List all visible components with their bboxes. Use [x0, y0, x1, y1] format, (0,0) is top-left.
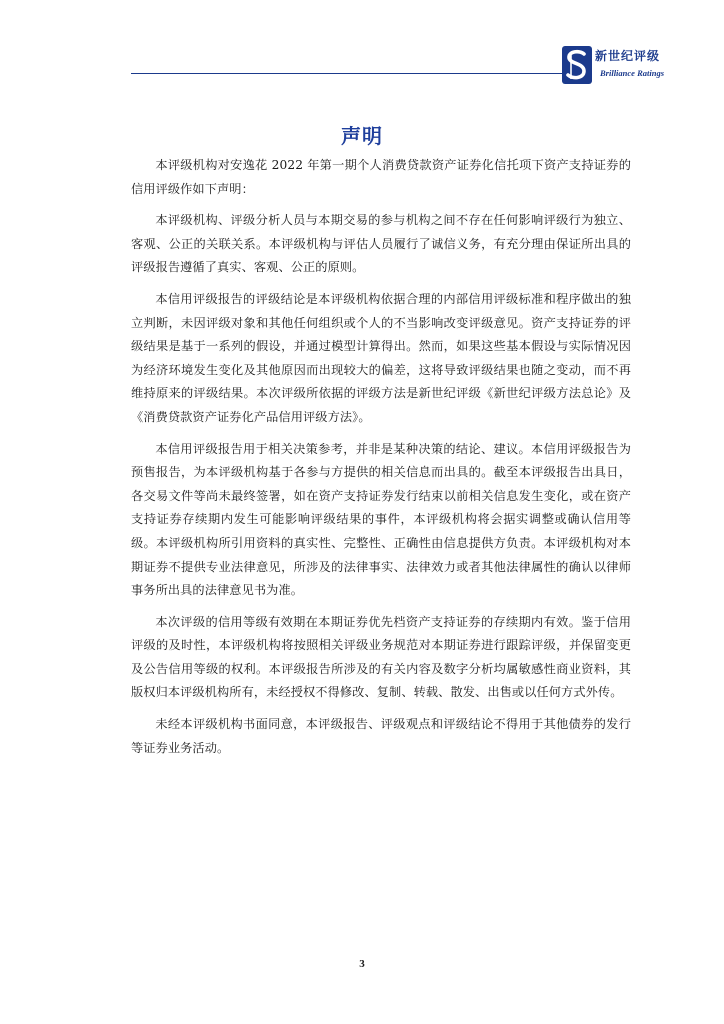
- paragraph: 本信用评级报告的评级结论是本评级机构依据合理的内部信用评级标准和程序做出的独立判断，未因评级对象和其他任何组织或个人的不当影响改变评级意见。资产支持证券的评级结果是基于一系列的假设，并通过模型计算得出。然而，如果这些基本假设与实际情况因为经济环境发生变化及其他原因而出现较大的偏差，这将导致评级结果也随之变动，而不再维持原来的评级结果。本次评级所依据的评级方法是新世纪评级《新世纪评级方法总论》及《消费贷款资产证券化产品信用评级方法》。: [131, 291, 631, 424]
- logo-english-name: Brilliance Ratings: [600, 68, 664, 78]
- header-rule: [131, 73, 563, 74]
- paragraph: 本次评级的信用等级有效期在本期证券优先档资产支持证券的存续期内有效。鉴于信用评级的及时性，本评级机构将按照相关评级业务规范对本期证券进行跟踪评级，并保留变更及公告信用等级的权利。本评级报告所涉及的有关内容及数字分析均属敏感性商业资料，其版权归本评级机构所有，未经授权不得修改、复制、转载、散发、出售或以任何方式外传。: [131, 614, 631, 700]
- statement-body: [131, 154, 631, 768]
- paragraph: 本信用评级报告用于相关决策参考，并非是某种决策的结论、建议。本信用评级报告为预售报告，为本评级机构基于各参与方提供的相关信息而出具的。截至本评级报告出具日，各交易文件等尚未最终签署，如在资产支持证券发行结束以前相关信息发生变化，或在资产支持证券存续期内发生可能影响评级结果的事件，本评级机构将会据实调整或确认信用等级。本评级机构所引用资料的真实性、完整性、正确性由信息提供方负责。本评级机构对本期证券不提供专业法律意见，所涉及的法律事实、法律效力或者其他法律属性的确认以律师事务所出具的法律意见书为准。: [131, 441, 631, 598]
- page-title: 声明: [341, 124, 383, 148]
- company-logo: [562, 44, 672, 88]
- paragraph: 本评级机构、评级分析人员与本期交易的参与机构之间不存在任何影响评级行为独立、客观、公正的关联关系。本评级机构与评估人员履行了诚信义务，有充分理由保证所出具的评级报告遵循了真实、客观、公正的原则。: [131, 213, 631, 275]
- paragraph: 未经本评级机构书面同意，本评级报告、评级观点和评级结论不得用于其他债券的发行等证券业务活动。: [131, 717, 631, 755]
- page-number: 3: [359, 958, 365, 970]
- paragraph: 本评级机构对安逸花 2022 年第一期个人消费贷款资产证券化信托项下资产支持证券的信用评级作如下声明：: [131, 158, 631, 196]
- logo-chinese-name: 新世纪评级: [595, 49, 661, 63]
- brilliance-logo-icon: [562, 46, 592, 84]
